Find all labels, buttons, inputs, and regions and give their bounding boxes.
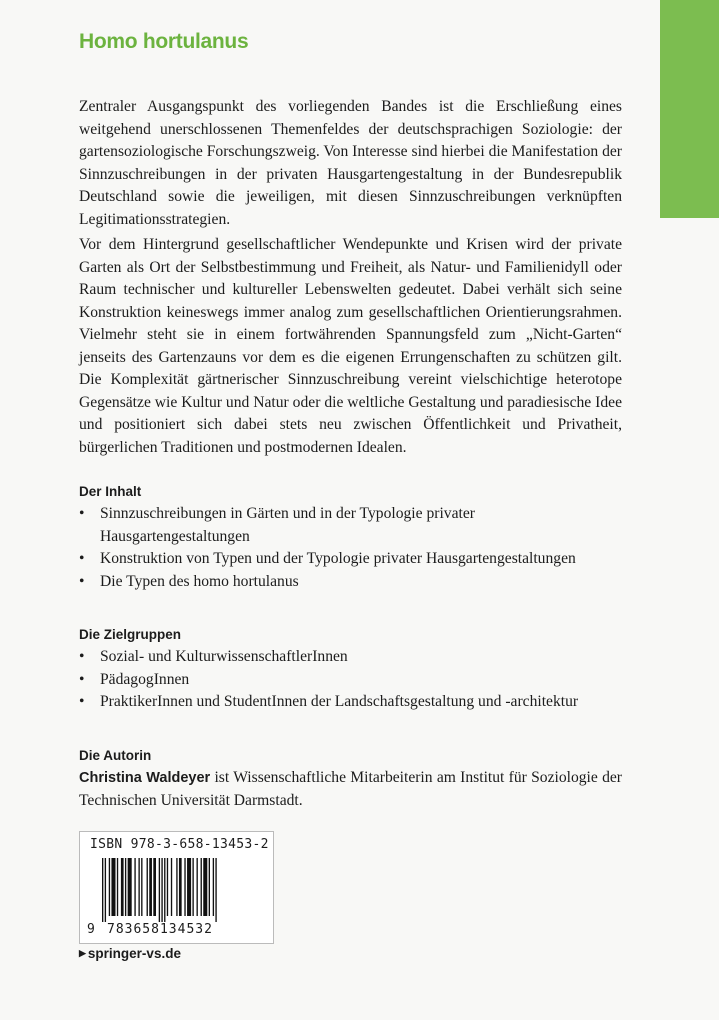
barcode-bar bbox=[138, 858, 139, 916]
triangle-arrow-icon: ▶ bbox=[79, 948, 86, 958]
inhalt-list bbox=[79, 503, 619, 593]
intro-paragraph-2: Vor dem Hintergrund gesellschaftlicher Wendepunkte und Krisen wird der private Garten als Ort der Selbstbestimmung und Freiheit, als Natur- und Familienidyll oder Raum technischer und kultureller Lebenswelten gedeutet. Dabei verhält sich seine Konstruktion keineswegs immer analog zum gesellschaftlichen Orientierungsrahmen. Vielmehr steht sie in einem fortwährenden Spannungsfeld zum „Nicht-Garten“ jenseits des Gartenzauns vor dem es die eigenen Errungenschaften zu schützen gilt. Die Komplexität gärtnerischer Sinnzuschreibung vereint vielschichtige heterotope Gegensätze wie Kultur und Natur oder die weltliche Gestaltung und paradiesische Idee und positioniert sich dabei stets neu zwischen Öffentlichkeit und Privatheit, bürgerlichen Traditionen und postmodernen Idealen. bbox=[79, 236, 622, 456]
intro-paragraph-1: Zentraler Ausgangspunkt des vorliegenden Bandes ist die Erschließung eines weitgehend unerschlossenen Themenfeldes der deutschsprachigen Soziologie: der gartensoziologische Forschungszweig. Von Interesse sind hierbei die Manifestation der Sinnzuschreibungen in der privaten Hausgartengestaltung in der Bundesrepublik Deutschland sowie die jeweiligen, mit diesen Sinnzuschreibungen verknüpften Legitimationsstrategien. bbox=[79, 98, 622, 228]
zielgruppen-list bbox=[79, 646, 619, 714]
barcode-bar bbox=[105, 858, 106, 922]
barcode-bar bbox=[153, 858, 156, 916]
barcode-bar bbox=[102, 858, 103, 922]
barcode-bar bbox=[111, 858, 115, 916]
barcode-bar bbox=[167, 858, 168, 916]
website-link[interactable] bbox=[79, 946, 181, 961]
barcode-bar bbox=[213, 858, 214, 916]
list-item: • Sinnzuschreibungen in Gärten und in der Typologie privater Hausgartengestaltungen bbox=[79, 505, 475, 545]
author-text: ist Wissenschaftliche Mitarbeiterin am Institut für Soziologie der Technischen Universität Darmstadt. bbox=[79, 769, 622, 809]
barcode-bar bbox=[149, 858, 152, 916]
bullet-icon: • bbox=[79, 670, 85, 688]
barcode-first-digit: 9 bbox=[87, 922, 95, 937]
inhalt-heading: Der Inhalt bbox=[79, 484, 142, 499]
list-item: • PädagogInnen bbox=[79, 669, 619, 692]
author-bio bbox=[79, 767, 622, 812]
barcode-bar bbox=[125, 858, 126, 916]
barcode-bars bbox=[102, 858, 252, 922]
barcode-bar bbox=[121, 858, 124, 916]
barcode-bar bbox=[141, 858, 142, 916]
barcode-bar bbox=[215, 858, 216, 922]
author-name: Christina Waldeyer bbox=[79, 770, 211, 786]
barcode-bar bbox=[171, 858, 172, 916]
barcode-bar bbox=[128, 858, 132, 916]
barcode-bar bbox=[187, 858, 191, 916]
barcode-bar bbox=[179, 858, 182, 916]
barcode-bar bbox=[117, 858, 118, 916]
barcode-bar bbox=[147, 858, 148, 916]
bullet-icon: • bbox=[79, 572, 85, 590]
barcode-bar bbox=[159, 858, 160, 922]
list-item: • Sozial- und KulturwissenschaftlerInnen bbox=[79, 646, 619, 669]
green-edge-tab bbox=[660, 0, 719, 218]
barcode-bar bbox=[161, 858, 162, 922]
barcode-bar bbox=[201, 858, 202, 916]
isbn-barcode bbox=[79, 831, 274, 944]
autorin-heading: Die Autorin bbox=[79, 748, 152, 763]
barcode-bar bbox=[192, 858, 193, 916]
barcode-bar bbox=[134, 858, 135, 916]
bullet-icon: • bbox=[79, 648, 85, 665]
website-url: springer-vs.de bbox=[87, 946, 181, 961]
book-title: Homo hortulanus bbox=[79, 30, 249, 53]
barcode-digits: 783658134532 bbox=[107, 922, 267, 937]
zielgruppen-heading: Die Zielgruppen bbox=[79, 627, 182, 642]
list-item: • PraktikerInnen und StudentInnen der Landschaftsgestaltung und -architektur bbox=[79, 691, 619, 714]
isbn-label: ISBN 978-3-658-13453-2 bbox=[90, 837, 269, 852]
bullet-icon: • bbox=[79, 693, 85, 710]
barcode-bar bbox=[176, 858, 177, 916]
list-item: • Konstruktion von Typen und der Typologie privater Hausgartengestaltungen bbox=[79, 548, 619, 571]
barcode-bar bbox=[209, 858, 210, 916]
bullet-icon: • bbox=[79, 550, 85, 567]
bullet-icon: • bbox=[79, 505, 85, 522]
barcode-bar bbox=[184, 858, 185, 916]
list-item: • Die Typen des homo hortulanus bbox=[79, 571, 619, 594]
barcode-bar bbox=[203, 858, 207, 916]
barcode-bar bbox=[164, 858, 165, 922]
barcode-bar bbox=[109, 858, 110, 916]
barcode-bar bbox=[197, 858, 198, 916]
